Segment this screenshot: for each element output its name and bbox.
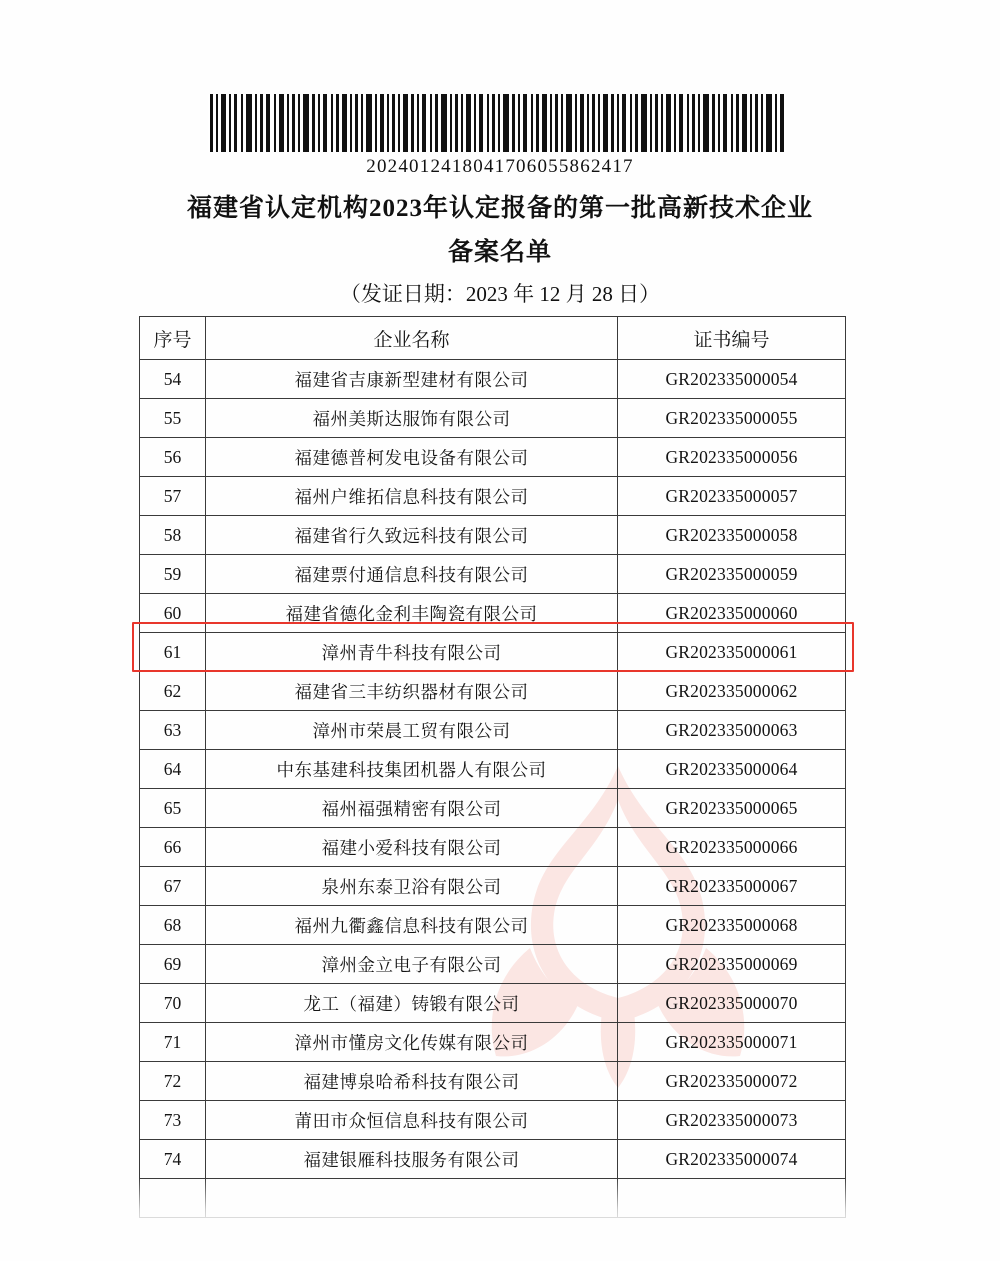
- barcode: [208, 94, 786, 152]
- table-row: [140, 984, 846, 1023]
- cell-company-name: 福建票付通信息科技有限公司: [206, 555, 618, 594]
- cell-index: 67: [140, 867, 206, 906]
- cell-company-name: 福州九衢鑫信息科技有限公司: [206, 906, 618, 945]
- cell-index: 68: [140, 906, 206, 945]
- table-row: [140, 750, 846, 789]
- table-row: [140, 672, 846, 711]
- cell-certificate-number: GR202335000066: [618, 828, 846, 867]
- table-row: [140, 594, 846, 633]
- cell-index: [140, 1179, 206, 1218]
- cell-certificate-number: GR202335000065: [618, 789, 846, 828]
- company-listing-table: [139, 316, 845, 1218]
- cell-index: 65: [140, 789, 206, 828]
- table-row: [140, 867, 846, 906]
- cell-certificate-number: GR202335000068: [618, 906, 846, 945]
- cell-company-name: 福建省行久致远科技有限公司: [206, 516, 618, 555]
- cell-company-name: 泉州东泰卫浴有限公司: [206, 867, 618, 906]
- cell-certificate-number: GR202335000071: [618, 1023, 846, 1062]
- cell-company-name: 福建银雁科技服务有限公司: [206, 1140, 618, 1179]
- table-row: [140, 477, 846, 516]
- table-header-row: [140, 317, 846, 360]
- cell-company-name: 福州福强精密有限公司: [206, 789, 618, 828]
- table-row: [140, 945, 846, 984]
- cell-index: 72: [140, 1062, 206, 1101]
- cell-index: 56: [140, 438, 206, 477]
- cell-certificate-number: GR202335000073: [618, 1101, 846, 1140]
- cell-certificate-number: GR202335000067: [618, 867, 846, 906]
- cell-certificate-number: GR202335000055: [618, 399, 846, 438]
- cell-company-name: 福州户维拓信息科技有限公司: [206, 477, 618, 516]
- table-body: [140, 360, 846, 1218]
- cell-company-name: 福建省三丰纺织器材有限公司: [206, 672, 618, 711]
- cell-certificate-number: GR202335000064: [618, 750, 846, 789]
- cell-company-name: 福建省德化金利丰陶瓷有限公司: [206, 594, 618, 633]
- table-row: [140, 1179, 846, 1218]
- table-row: [140, 1101, 846, 1140]
- barcode-number: 2024012418041706055862417: [366, 156, 634, 177]
- table-row: [140, 555, 846, 594]
- cell-index: 54: [140, 360, 206, 399]
- cell-certificate-number: GR202335000062: [618, 672, 846, 711]
- cell-company-name: 福建博泉哈希科技有限公司: [206, 1062, 618, 1101]
- table-row: [140, 1140, 846, 1179]
- cell-certificate-number: GR202335000059: [618, 555, 846, 594]
- cell-certificate-number: GR202335000054: [618, 360, 846, 399]
- cell-company-name: 福建德普柯发电设备有限公司: [206, 438, 618, 477]
- cell-index: 57: [140, 477, 206, 516]
- table-row: [140, 438, 846, 477]
- table-row: [140, 360, 846, 399]
- cell-company-name: 福建小爱科技有限公司: [206, 828, 618, 867]
- cell-index: 71: [140, 1023, 206, 1062]
- cell-index: 66: [140, 828, 206, 867]
- table-row: [140, 1023, 846, 1062]
- cell-index: 70: [140, 984, 206, 1023]
- cell-company-name: 漳州市荣晨工贸有限公司: [206, 711, 618, 750]
- cell-company-name: 漳州金立电子有限公司: [206, 945, 618, 984]
- column-header-certificate: 证书编号: [618, 317, 846, 360]
- table-row: [140, 633, 846, 672]
- cell-index: 62: [140, 672, 206, 711]
- cell-company-name: 漳州市懂房文化传媒有限公司: [206, 1023, 618, 1062]
- cell-certificate-number: GR202335000070: [618, 984, 846, 1023]
- cell-index: 60: [140, 594, 206, 633]
- table-row: [140, 516, 846, 555]
- cell-index: 73: [140, 1101, 206, 1140]
- cell-index: 64: [140, 750, 206, 789]
- cell-company-name: 莆田市众恒信息科技有限公司: [206, 1101, 618, 1140]
- cell-index: 61: [140, 633, 206, 672]
- cell-index: 58: [140, 516, 206, 555]
- cell-certificate-number: GR202335000072: [618, 1062, 846, 1101]
- cell-certificate-number: GR202335000074: [618, 1140, 846, 1179]
- cell-index: 59: [140, 555, 206, 594]
- cell-index: 63: [140, 711, 206, 750]
- cell-certificate-number: GR202335000057: [618, 477, 846, 516]
- cell-company-name: 龙工（福建）铸锻有限公司: [206, 984, 618, 1023]
- cell-certificate-number: GR202335000058: [618, 516, 846, 555]
- cell-company-name: 福建省吉康新型建材有限公司: [206, 360, 618, 399]
- table-row: [140, 789, 846, 828]
- cell-index: 74: [140, 1140, 206, 1179]
- cell-certificate-number: GR202335000061: [618, 633, 846, 672]
- cell-company-name: 福州美斯达服饰有限公司: [206, 399, 618, 438]
- table-row: [140, 906, 846, 945]
- cell-certificate-number: GR202335000063: [618, 711, 846, 750]
- issue-date: （发证日期：2023 年 12 月 28 日）: [339, 282, 661, 306]
- page-title: 福建省认定机构2023年认定报备的第一批高新技术企业: [186, 195, 813, 222]
- cell-certificate-number: [618, 1179, 846, 1218]
- cell-index: 69: [140, 945, 206, 984]
- table-row: [140, 1062, 846, 1101]
- cell-certificate-number: GR202335000069: [618, 945, 846, 984]
- cell-company-name: 中东基建科技集团机器人有限公司: [206, 750, 618, 789]
- cell-certificate-number: GR202335000056: [618, 438, 846, 477]
- page-title-line2: 备案名单: [447, 239, 552, 266]
- cell-certificate-number: GR202335000060: [618, 594, 846, 633]
- table-row: [140, 399, 846, 438]
- cell-index: 55: [140, 399, 206, 438]
- column-header-index: 序号: [140, 317, 206, 360]
- cell-company-name: 漳州青牛科技有限公司: [206, 633, 618, 672]
- table-row: [140, 711, 846, 750]
- table-row: [140, 828, 846, 867]
- column-header-company: 企业名称: [206, 317, 618, 360]
- cell-company-name: [206, 1179, 618, 1218]
